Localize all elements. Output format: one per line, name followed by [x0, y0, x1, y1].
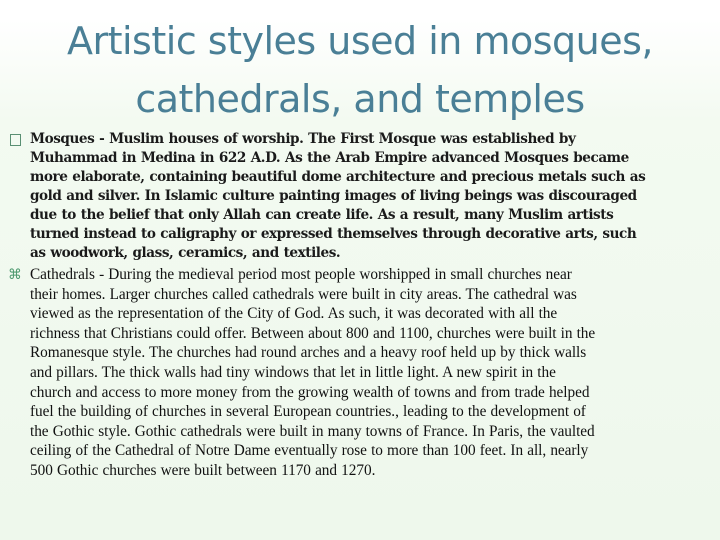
bullet-cathedrals-line: their homes. Larger churches called cathedrals were built in city areas. The cathedral was	[30, 285, 577, 303]
bullet-mosques-line: due to the belief that only Allah can create life. As a result, many Muslim artists	[30, 207, 614, 223]
bullet-cathedrals-line: richness that Christians could offer. Between about 800 and 1100, churches were built in the	[30, 324, 596, 342]
square-bullet-icon	[8, 131, 22, 152]
bullet-mosques	[8, 130, 712, 263]
bullet-cathedrals-line: 500 Gothic churches were built between 1170 and 1270.	[30, 461, 376, 479]
bullet-mosques-line: as woodwork, glass, ceramics, and textiles.	[30, 245, 341, 261]
slide-body	[8, 130, 712, 481]
slide-title-line-2: cathedrals, and temples	[135, 77, 585, 121]
bullet-mosques-line: Mosques - Muslim houses of worship. The First Mosque was established by	[30, 131, 576, 147]
bullet-mosques-line: turned instead to caligraphy or expressed themselves through decorative arts, such	[30, 226, 637, 242]
bullet-cathedrals-line: church and access to more money from the growing wealth of towns and from trade helped	[30, 383, 590, 401]
bullet-cathedrals-line: viewed as the representation of the City of God. As such, it was decorated with all the	[30, 305, 558, 323]
bullet-cathedrals-line: Cathedrals - During the medieval period most people worshipped in small churches near	[30, 266, 572, 283]
bullet-mosques-line: more elaborate, containing beautiful dome architecture and precious metals such as	[30, 169, 646, 185]
bullet-cathedrals	[8, 265, 712, 481]
bullet-cathedrals-line: ceiling of the Cathedral of Notre Dame eventually rose to more than 100 feet. In all, nearly	[30, 442, 589, 460]
slide-title	[20, 12, 700, 128]
bullet-mosques-line: Muhammad in Medina in 622 A.D. As the Arab Empire advanced Mosques became	[30, 150, 629, 166]
bullet-cathedrals-line: the Gothic style. Gothic cathedrals were built in many towns of France. In Paris, the vaulted	[30, 422, 595, 440]
bullet-cathedrals-line: fuel the building of churches in several European countries., leading to the development of	[30, 403, 586, 421]
bullet-mosques-line: gold and silver. In Islamic culture painting images of living beings was discouraged	[30, 188, 637, 204]
command-key-bullet-icon: ⌘	[8, 267, 22, 283]
slide-title-line-1: Artistic styles used in mosques,	[66, 19, 653, 63]
bullet-cathedrals-line: Romanesque style. The churches had round arches and a heavy roof held up by thick walls	[30, 344, 587, 362]
bullet-cathedrals-line: and pillars. The thick walls had tiny windows that let in little light. A new spirit in the	[30, 363, 556, 381]
